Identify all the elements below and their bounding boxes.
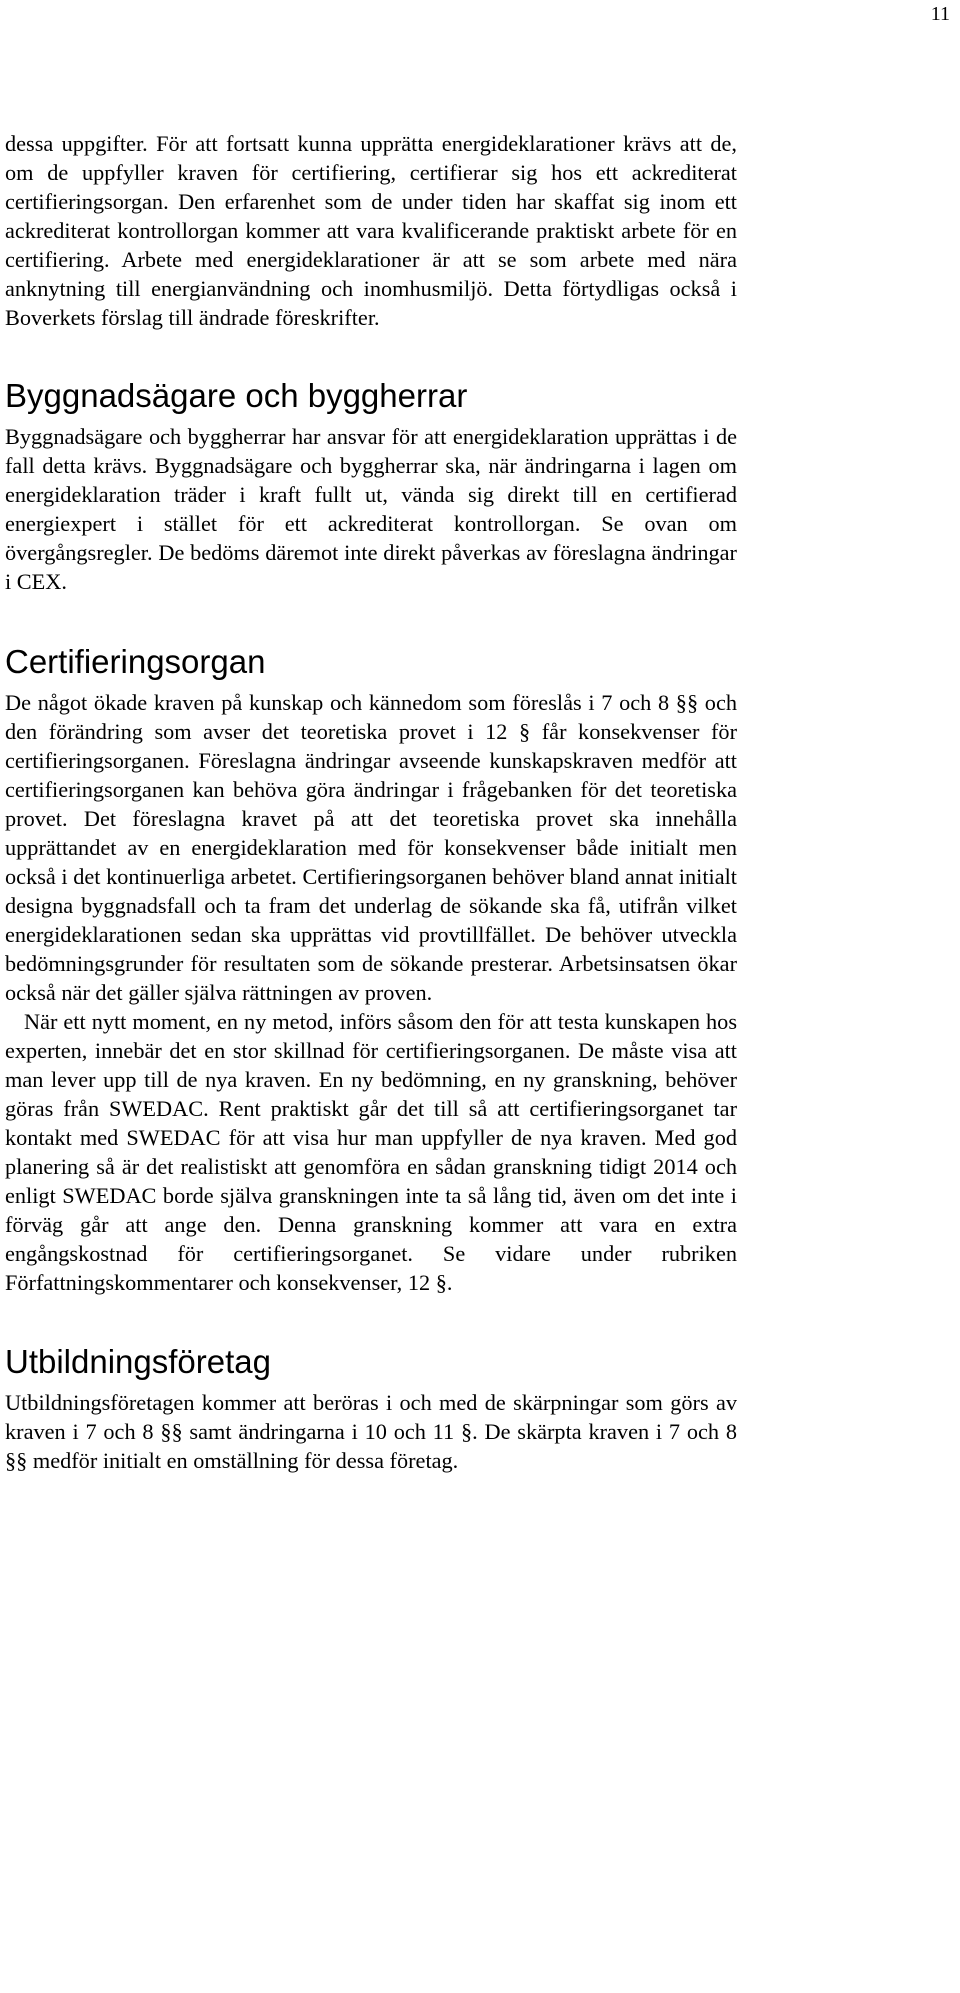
intro-paragraph: dessa uppgifter. För att fortsatt kunna upprätta energideklarationer krävs att de, om de uppfyller kraven för certifiering, certifierar sig hos ett ackrediterat certifieringsorgan. Den erfarenhet som de under tiden har skaffat sig inom ett ackrediterat kontrollorgan kommer att vara kvalificerande praktiskt arbete för en certifiering. Arbete med energideklarationer är att se som arbete med nära anknytning till energianvändning och inomhusmiljö. Detta förtydligas också i Boverkets förslag till ändrade föreskrifter. <box>5 131 737 330</box>
section-heading-building-owners: Byggnadsägare och byggherrar <box>5 377 468 414</box>
section-paragraph-certification-bodies-2: När ett nytt moment, en ny metod, införs såsom den för att testa kunskapen hos experten, innebär det en stor skillnad för certifieringsorganen. De måste visa att man lever upp till de nya kraven. En ny bedömning, en ny granskning, behöver göras från SWEDAC. Rent praktiskt går det till så att certifieringsorganet tar kontakt med SWEDAC för att visa hur man uppfyller de nya kraven. Med god planering så är det realistiskt att genomföra en sådan granskning tidigt 2014 och enligt SWEDAC borde själva granskningen inte ta så lång tid, även om det inte i förväg går att ange den. Denna granskning kommer att vara en extra engångskostnad för certifieringsorganet. Se vidare under rubriken Författningskommentarer och konsekvenser, 12 §. <box>5 1009 737 1295</box>
section-heading-training-companies: Utbildningsföretag <box>5 1343 271 1380</box>
section-heading-certification-bodies: Certifieringsorgan <box>5 643 266 680</box>
section-paragraph-building-owners: Byggnadsägare och byggherrar har ansvar för att energideklaration upprättas i de fall detta krävs. Byggnadsägare och byggherrar ska, när ändringarna i lagen om energideklaration träder i kraft fullt ut, vända sig direkt till en certifierad energiexpert i stället för ett ackrediterat kontrollorgan. Se ovan om övergångsregler. De bedöms däremot inte direkt påverkas av föreslagna ändringar i CEX. <box>5 424 737 594</box>
section-paragraph-training-companies: Utbildningsföretagen kommer att beröras i och med de skärpningar som görs av kraven i 7 och 8 §§ samt ändringarna i 10 och 11 §. De skärpta kraven i 7 och 8 §§ medför initialt en omställning för dessa företag. <box>5 1390 737 1473</box>
page-number: 11 <box>930 3 950 25</box>
section-paragraph-certification-bodies-1: De något ökade kraven på kunskap och kännedom som föreslås i 7 och 8 §§ och den förändring som avser det teoretiska provet i 12 § får konsekvenser för certifieringsorganen. Föreslagna ändringar avseende kunskapskraven medför att certifieringsorganen kan behöva göra ändringar i frågebanken för det teoretiska provet. Det föreslagna kravet på att det teoretiska provet ska innehålla upprättandet av en energideklaration med för konsekvenser både initialt men också i det kontinuerliga arbetet. Certifieringsorganen behöver bland annat initialt designa byggnadsfall och ta fram det underlag de sökande ska få, utifrån vilket energideklarationen sedan ska upprättas vid provtillfället. De behöver utveckla bedömningsgrunder för resultaten som de sökande presterar. Arbetsinsatsen ökar också när det gäller själva rättningen av proven. <box>5 690 737 1005</box>
document-body <box>5 129 737 1475</box>
